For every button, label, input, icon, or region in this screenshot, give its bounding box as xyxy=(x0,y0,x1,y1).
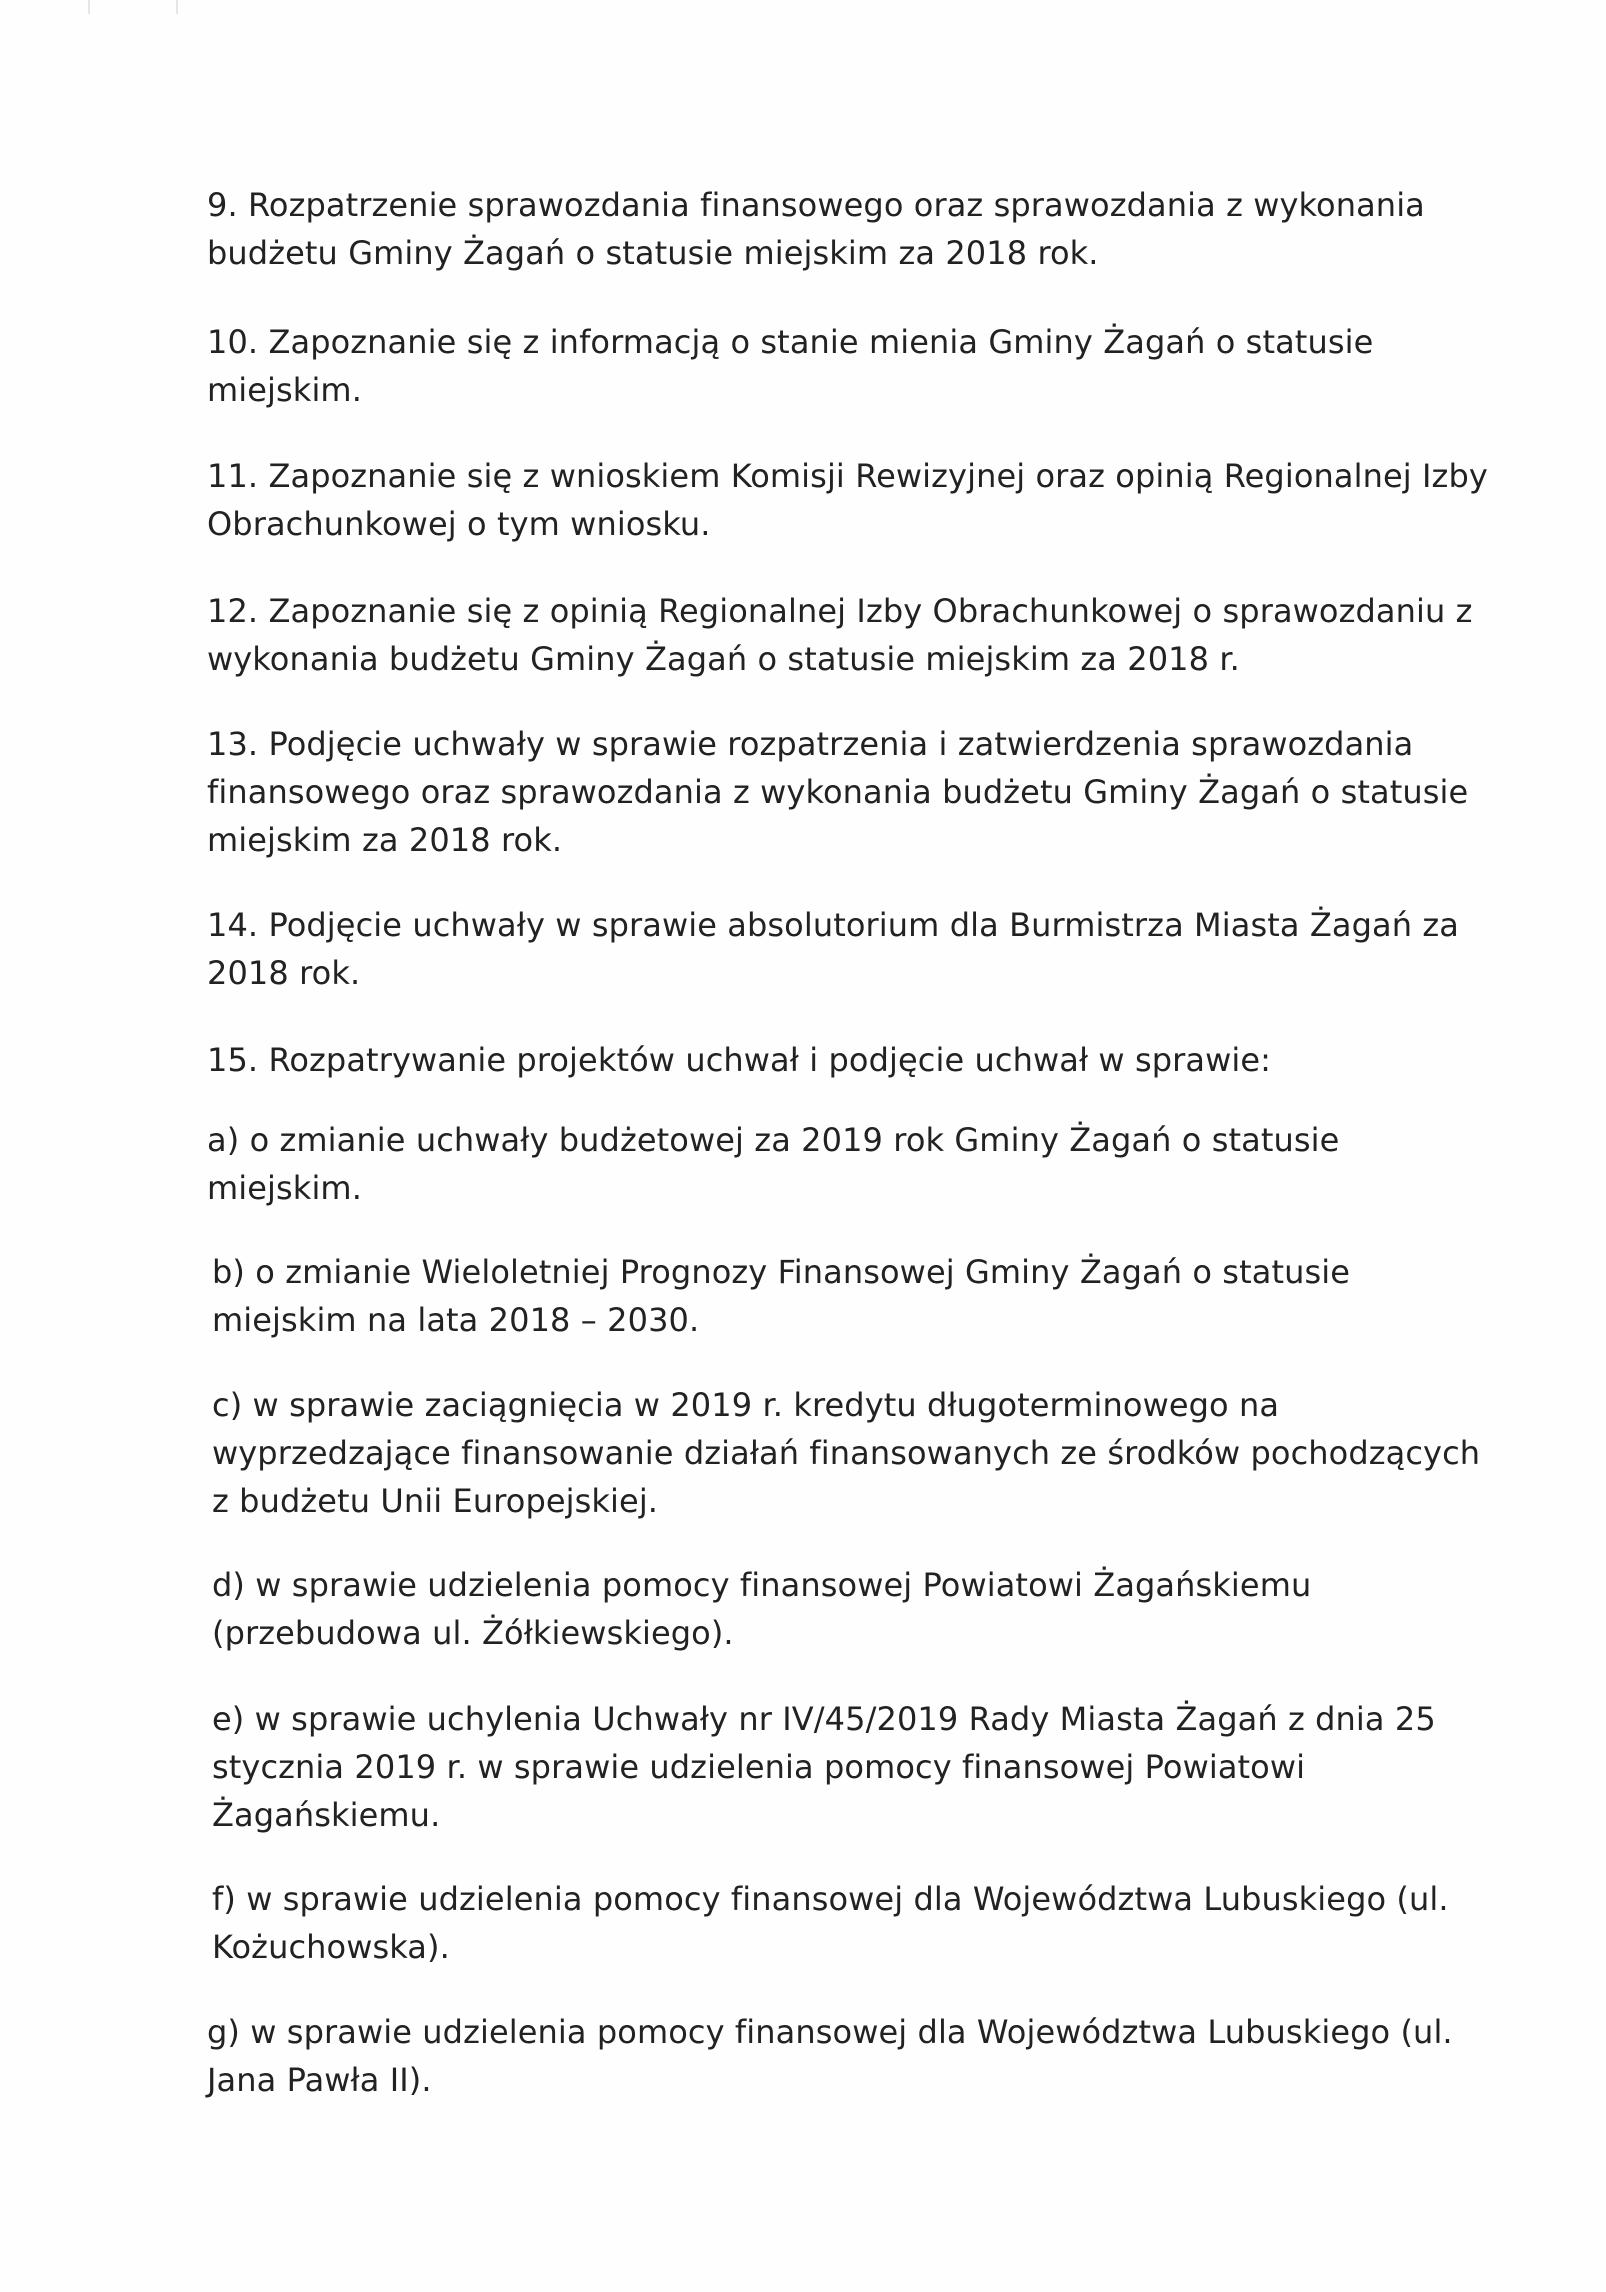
agenda-subitem-e: e) w sprawie uchylenia Uchwały nr IV/45/2019 Rady Miasta Żagań z dnia 25 stycznia 2019 r. w sprawie udzielenia pomocy finansowej Powiatowi Żagańskiemu. xyxy=(212,1700,1436,1834)
agenda-item-9: 9. Rozpatrzenie sprawozdania finansowego oraz sprawozdania z wykonania budżetu Gminy Żagań o statusie miejskim za 2018 rok. xyxy=(207,186,1425,272)
agenda-subitem-c: c) w sprawie zaciągnięcia w 2019 r. kredytu długoterminowego na wyprzedzające finansowanie działań finansowanych ze środków pochodzących z budżetu Unii Europejskiej. xyxy=(212,1386,1481,1520)
agenda-subitem-d: d) w sprawie udzielenia pomocy finansowej Powiatowi Żagańskiemu (przebudowa ul. Żółkiewskiego). xyxy=(212,1566,1312,1652)
scan-mark-left xyxy=(88,0,90,14)
agenda-item-15: 15. Rozpatrywanie projektów uchwał i podjęcie uchwał w sprawie: xyxy=(207,1041,1272,1079)
agenda-subitem-g: g) w sprawie udzielenia pomocy finansowej dla Województwa Lubuskiego (ul. Jana Pawła II). xyxy=(207,2013,1453,2099)
agenda-item-12: 12. Zapoznanie się z opinią Regionalnej Izby Obrachunkowej o sprawozdaniu z wykonania budżetu Gminy Żagań o statusie miejskim za 2018 r. xyxy=(207,592,1473,678)
scan-mark-right xyxy=(176,0,178,14)
agenda-item-10: 10. Zapoznanie się z informacją o stanie mienia Gminy Żagań o statusie miejskim. xyxy=(207,323,1374,409)
agenda-subitem-b: b) o zmianie Wieloletniej Prognozy Finansowej Gminy Żagań o statusie miejskim na lata 2018 – 2030. xyxy=(212,1253,1351,1339)
agenda-item-13: 13. Podjęcie uchwały w sprawie rozpatrzenia i zatwierdzenia sprawozdania finansowego oraz sprawozdania z wykonania budżetu Gminy Żagań o statusie miejskim za 2018 rok. xyxy=(207,725,1469,859)
agenda-subitem-a: a) o zmianie uchwały budżetowej za 2019 rok Gminy Żagań o statusie miejskim. xyxy=(207,1121,1340,1207)
agenda-item-14: 14. Podjęcie uchwały w sprawie absolutorium dla Burmistrza Miasta Żagań za 2018 rok. xyxy=(207,906,1459,992)
agenda-item-11: 11. Zapoznanie się z wnioskiem Komisji Rewizyjnej oraz opinią Regionalnej Izby Obrachunkowej o tym wniosku. xyxy=(207,457,1488,543)
agenda-subitem-f: f) w sprawie udzielenia pomocy finansowej dla Województwa Lubuskiego (ul. Kożuchowska). xyxy=(212,1880,1449,1966)
